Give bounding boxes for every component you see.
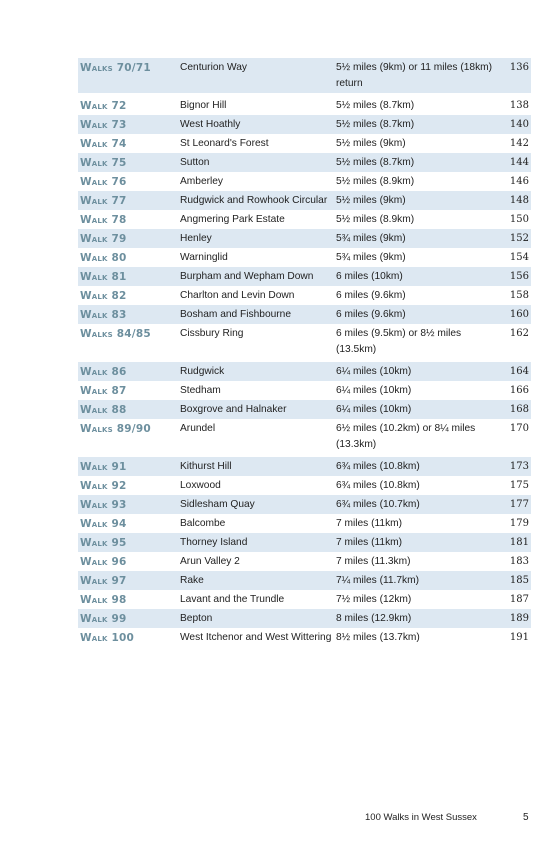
walk-number: Walk 99 — [80, 613, 127, 625]
running-footer-title: 100 Walks in West Sussex — [365, 812, 477, 823]
table-row — [78, 210, 531, 229]
walk-number: Walk 88 — [80, 404, 127, 416]
table-row — [78, 590, 531, 609]
walk-number: Walk 79 — [80, 233, 127, 245]
walk-distance: 6¼ miles (10km) — [336, 366, 412, 377]
table-row — [78, 267, 531, 286]
walk-distance: 6 miles (9.6km) — [336, 309, 406, 320]
page-reference: 189 — [509, 613, 529, 624]
page-reference: 158 — [509, 290, 529, 301]
table-row — [78, 381, 531, 400]
page-reference: 185 — [509, 575, 529, 586]
page-reference: 177 — [509, 499, 529, 510]
walk-distance: 5½ miles (9km) or 11 miles (18km) return — [336, 62, 493, 89]
page-reference: 164 — [509, 366, 529, 377]
route-name: Rudgwick — [180, 366, 225, 377]
walk-number: Walk 94 — [80, 518, 127, 530]
route-name: Warninglid — [180, 252, 228, 263]
route-name: Stedham — [180, 385, 221, 396]
walk-distance: 7 miles (11km) — [336, 537, 403, 548]
route-name: Henley — [180, 233, 212, 244]
table-row — [78, 514, 531, 533]
table-row — [78, 571, 531, 590]
walk-distance: 6 miles (9.6km) — [336, 290, 406, 301]
walk-number: Walk 95 — [80, 537, 127, 549]
walk-number: Walks 70/71 — [80, 62, 151, 74]
walk-distance: 5½ miles (8.7km) — [336, 100, 415, 111]
route-name: Rake — [180, 575, 204, 586]
walk-number: Walk 100 — [80, 632, 135, 644]
walk-distance: 6¼ miles (10km) — [336, 385, 412, 396]
table-row — [78, 58, 531, 93]
walk-distance: 6¾ miles (10.7km) — [336, 499, 420, 510]
route-name: Lavant and the Trundle — [180, 594, 285, 605]
route-name: Boxgrove and Halnaker — [180, 404, 287, 415]
table-row — [78, 324, 531, 359]
page-reference: 168 — [509, 404, 529, 415]
table-row — [78, 191, 531, 210]
walk-distance: 6¾ miles (10.8km) — [336, 480, 420, 491]
walk-number: Walk 80 — [80, 252, 127, 264]
table-row — [78, 305, 531, 324]
walk-number: Walk 73 — [80, 119, 127, 131]
page-reference: 156 — [509, 271, 529, 282]
walk-number: Walk 76 — [80, 176, 127, 188]
walk-number: Walk 93 — [80, 499, 127, 511]
route-name: Cissbury Ring — [180, 328, 244, 339]
route-name: West Hoathly — [180, 119, 241, 130]
walk-distance: 7 miles (11km) — [336, 518, 403, 529]
walk-number: Walk 92 — [80, 480, 127, 492]
walk-distance: 5½ miles (8.9km) — [336, 214, 415, 225]
route-name: Sidlesham Quay — [180, 499, 255, 510]
table-row — [78, 533, 531, 552]
walk-number: Walk 98 — [80, 594, 127, 606]
page-reference: 173 — [509, 461, 529, 472]
route-name: Bepton — [180, 613, 213, 624]
route-name: Kithurst Hill — [180, 461, 232, 472]
walk-number: Walk 75 — [80, 157, 127, 169]
table-row — [78, 229, 531, 248]
contents-table — [78, 58, 531, 647]
page-reference: 144 — [509, 157, 529, 168]
walk-number: Walk 87 — [80, 385, 127, 397]
route-name: Arundel — [180, 423, 216, 434]
walk-number: Walk 74 — [80, 138, 127, 150]
table-row — [78, 628, 531, 647]
walk-distance: 6½ miles (10.2km) or 8¼ miles (13.3km) — [336, 423, 476, 450]
walk-distance: 6 miles (9.5km) or 8½ miles (13.5km) — [336, 328, 462, 355]
route-name: Thorney Island — [180, 537, 248, 548]
route-name: Rudgwick and Rowhook Circular — [180, 195, 328, 206]
walk-number: Walk 86 — [80, 366, 127, 378]
walk-distance: 5½ miles (8.9km) — [336, 176, 415, 187]
table-row — [78, 248, 531, 267]
table-row — [78, 419, 531, 454]
table-row — [78, 476, 531, 495]
walk-distance: 5½ miles (9km) — [336, 195, 406, 206]
route-name: Bosham and Fishbourne — [180, 309, 291, 320]
walk-number: Walk 77 — [80, 195, 127, 207]
page-reference: 148 — [509, 195, 529, 206]
walk-distance: 8½ miles (13.7km) — [336, 632, 420, 643]
route-name: Sutton — [180, 157, 210, 168]
route-name: St Leonard's Forest — [180, 138, 269, 149]
page-reference: 150 — [509, 214, 529, 225]
walk-number: Walk 83 — [80, 309, 127, 321]
route-name: Balcombe — [180, 518, 226, 529]
table-row — [78, 134, 531, 153]
table-row — [78, 609, 531, 628]
walk-distance: 7¼ miles (11.7km) — [336, 575, 420, 586]
walk-distance: 5¾ miles (9km) — [336, 252, 406, 263]
walk-distance: 5½ miles (9km) — [336, 138, 406, 149]
walk-distance: 5½ miles (8.7km) — [336, 157, 415, 168]
table-row — [78, 286, 531, 305]
walk-distance: 7 miles (11.3km) — [336, 556, 411, 567]
page-reference: 154 — [509, 252, 529, 263]
route-name: Bignor Hill — [180, 100, 227, 111]
table-row — [78, 552, 531, 571]
walk-distance: 8 miles (12.9km) — [336, 613, 412, 624]
page-reference: 175 — [509, 480, 529, 491]
walk-number: Walk 91 — [80, 461, 127, 473]
walk-distance: 6¾ miles (10.8km) — [336, 461, 420, 472]
table-row — [78, 172, 531, 191]
walk-number: Walk 82 — [80, 290, 127, 302]
route-name: Amberley — [180, 176, 224, 187]
route-name: West Itchenor and West Wittering — [180, 632, 332, 643]
table-row — [78, 400, 531, 419]
route-name: Charlton and Levin Down — [180, 290, 295, 301]
walk-number: Walk 78 — [80, 214, 127, 226]
page-reference: 166 — [509, 385, 529, 396]
table-row — [78, 457, 531, 476]
table-row — [78, 362, 531, 381]
walk-number: Walk 81 — [80, 271, 127, 283]
page-reference: 170 — [509, 423, 529, 434]
page-reference: 179 — [509, 518, 529, 529]
page-reference: 136 — [509, 62, 529, 73]
page-reference: 187 — [509, 594, 529, 605]
walk-number: Walk 97 — [80, 575, 127, 587]
page-reference: 191 — [509, 632, 529, 643]
page-number: 5 — [523, 812, 529, 823]
page-reference: 160 — [509, 309, 529, 320]
walk-number: Walks 89/90 — [80, 423, 151, 435]
page-reference: 146 — [509, 176, 529, 187]
walk-distance: 6¼ miles (10km) — [336, 404, 412, 415]
table-row — [78, 115, 531, 134]
walk-distance: 5¾ miles (9km) — [336, 233, 406, 244]
table-row — [78, 153, 531, 172]
page-reference: 142 — [509, 138, 529, 149]
walk-number: Walk 96 — [80, 556, 127, 568]
route-name: Angmering Park Estate — [180, 214, 285, 225]
page-reference: 183 — [509, 556, 529, 567]
route-name: Arun Valley 2 — [180, 556, 240, 567]
table-row — [78, 96, 531, 115]
page-reference: 140 — [509, 119, 529, 130]
walk-distance: 6 miles (10km) — [336, 271, 403, 282]
page-reference: 181 — [509, 537, 529, 548]
walk-number: Walks 84/85 — [80, 328, 151, 340]
page-reference: 138 — [509, 100, 529, 111]
walk-number: Walk 72 — [80, 100, 127, 112]
page-reference: 152 — [509, 233, 529, 244]
walk-distance: 5½ miles (8.7km) — [336, 119, 415, 130]
route-name: Loxwood — [180, 480, 221, 491]
route-name: Centurion Way — [180, 62, 247, 73]
table-row — [78, 495, 531, 514]
page-reference: 162 — [509, 328, 529, 339]
route-name: Burpham and Wepham Down — [180, 271, 314, 282]
walk-distance: 7½ miles (12km) — [336, 594, 412, 605]
